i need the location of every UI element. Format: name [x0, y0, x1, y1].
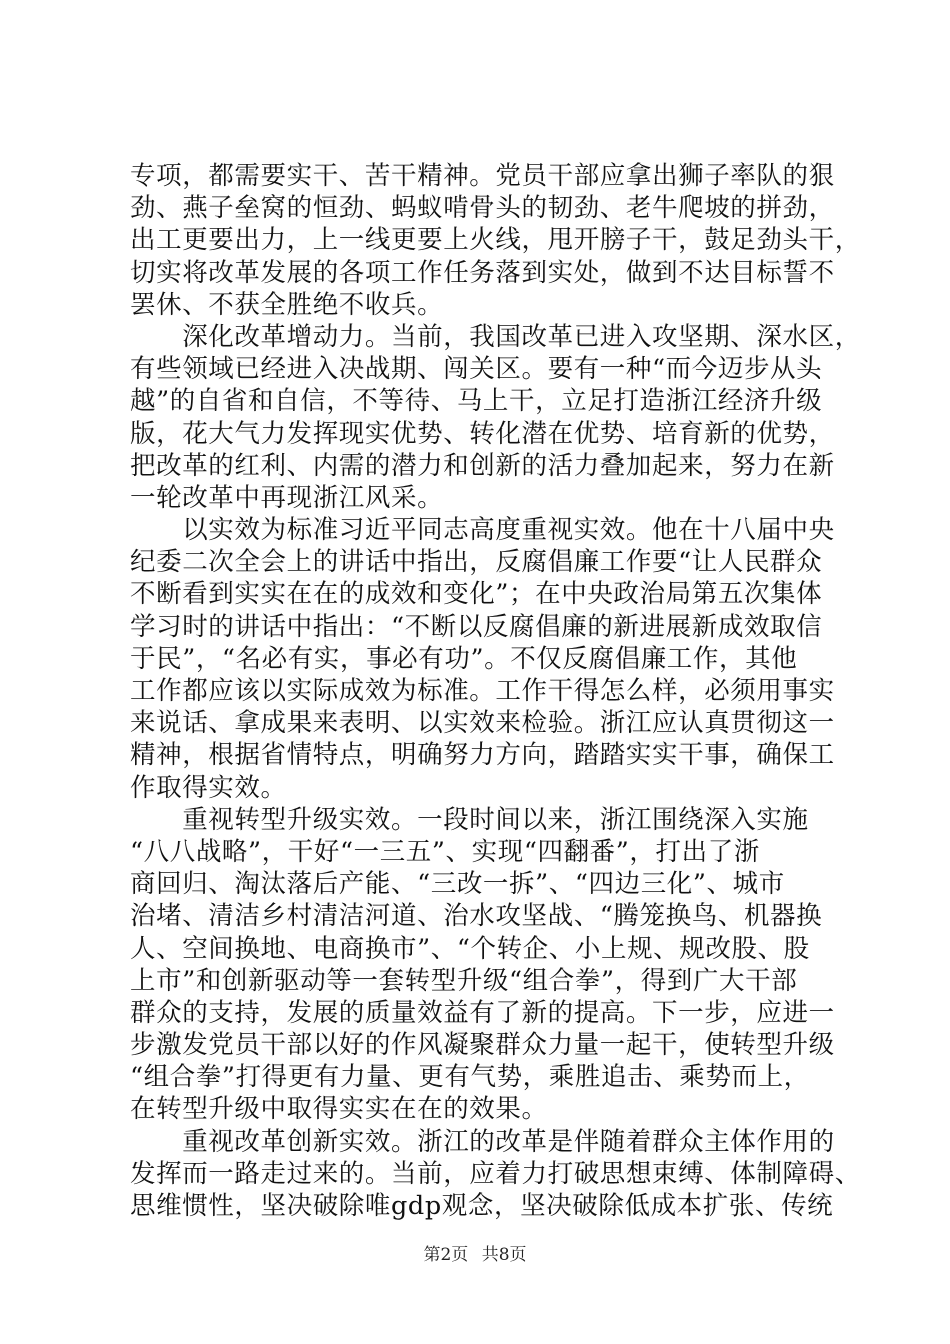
text-line: “组合拳”打得更有力量、更有气势，乘胜追击、乘势而上， [130, 1062, 810, 1093]
page-total: 共8页 [481, 1245, 527, 1265]
text-line: 把改革的红利、内需的潜力和创新的活力叠加起来，努力在新 [130, 450, 835, 481]
text-line: 专项，都需要实干、苦干精神。党员干部应拿出狮子率队的狠 [130, 161, 835, 191]
text-line: 罢休、不获全胜绝不收兵。 [130, 289, 444, 320]
text-line: 重视改革创新实效。浙江的改革是伴随着群众主体作用的 [130, 1126, 835, 1157]
text-line: 深化改革增动力。当前，我国改革已进入攻坚期、深水区， [130, 321, 861, 352]
text-line: 来说话、拿成果来表明、以实效来检验。浙江应认真贯彻这一 [130, 708, 835, 739]
text-line: 治堵、清洁乡村清洁河道、治水攻坚战、“腾笼换鸟、机器换 [130, 901, 823, 932]
text-line: 纪委二次全会上的讲话中指出，反腐倡廉工作要“让人民群众 [130, 547, 823, 578]
text-line: 出工更要出力，上一线更要上火线，甩开膀子干，鼓足劲头干， [130, 225, 861, 256]
text-line: 步激发党员干部以好的作风凝聚群众力量一起干，使转型升级 [130, 1030, 835, 1061]
text-line: 精神，根据省情特点，明确努力方向，踏踏实实干事，确保工 [130, 740, 835, 771]
text-line: 发挥而一路走过来的。当前，应着力打破思想束缚、体制障碍、 [130, 1158, 861, 1189]
text-line: 重视转型升级实效。一段时间以来，浙江围绕深入实施 [130, 804, 809, 835]
text-line: 一轮改革中再现浙江风采。 [130, 482, 444, 513]
text-line: 劲、燕子垒窝的恒劲、蚂蚁啃骨头的韧劲、老牛爬坡的拼劲， [130, 193, 835, 224]
text-line: 有些领域已经进入决战期、闯关区。要有一种“而今迈步从头 [130, 354, 823, 385]
text-line: 人、空间换地、电商换市”、“个转企、小上规、规改股、股 [130, 933, 810, 964]
text-line: 思维惯性，坚决破除唯gdp观念，坚决破除低成本扩张、传统 [130, 1191, 834, 1221]
text-line: 于民”，“名必有实，事必有功”。不仅反腐倡廉工作，其他 [130, 643, 798, 674]
text-line: 作取得实效。 [130, 772, 287, 803]
text-line: 在转型升级中取得实实在在的效果。 [130, 1094, 548, 1125]
text-line: 群众的支持，发展的质量效益有了新的提高。下一步，应进一 [130, 997, 835, 1028]
text-line: 以实效为标准习近平同志高度重视实效。他在十八届中央 [130, 515, 835, 546]
page-number: 第2页 [423, 1245, 469, 1265]
text-line: 工作都应该以实际成效为标准。工作干得怎么样，必须用事实 [130, 676, 835, 706]
text-line: 不断看到实实在在的成效和变化”；在中央政治局第五次集体 [130, 579, 823, 610]
text-line: 切实将改革发展的各项工作任务落到实处，做到不达目标誓不 [130, 257, 835, 288]
text-line: 越”的自省和自信，不等待、马上干，立足打造浙江经济升级 [130, 386, 823, 417]
text-line: 商回归、淘汰落后产能、“三改一拆”、“四边三化”、城市 [130, 869, 785, 900]
text-line: 学习时的讲话中指出：“不断以反腐倡廉的新进展新成效取信 [130, 611, 823, 642]
text-line: 上市”和创新驱动等一套转型升级“组合拳”，得到广大干部 [130, 965, 798, 996]
text-line: “八八战略”，干好“一三五”、实现“四翻番”，打出了浙 [130, 836, 760, 867]
body-text [130, 160, 861, 1222]
text-line: 版，花大气力发挥现实优势、转化潜在优势、培育新的优势， [130, 418, 835, 449]
page-footer [0, 1240, 950, 1265]
